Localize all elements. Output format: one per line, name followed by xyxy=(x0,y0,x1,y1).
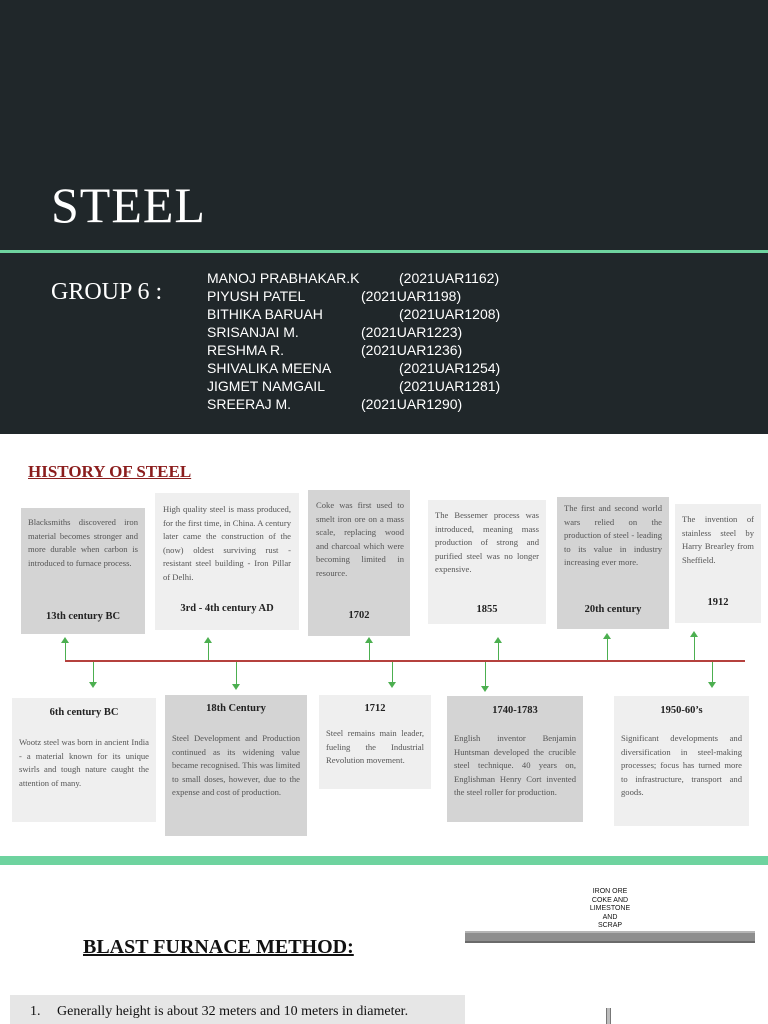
timeline-card-text: Steel remains main leader, fueling the Industrial Revolution movement. xyxy=(326,728,424,766)
title-divider xyxy=(0,250,768,253)
timeline-card xyxy=(21,508,145,634)
member-row xyxy=(207,288,462,304)
point-number: 1. xyxy=(30,1004,41,1019)
furnace-input-line: IRON ORE xyxy=(592,888,628,895)
member-row xyxy=(207,324,463,340)
timeline-arrow xyxy=(712,662,713,682)
timeline-card-text: The invention of stainless steel by Harry Brearley from Sheffield. xyxy=(682,514,754,565)
history-slide xyxy=(0,434,768,858)
timeline-card-text: Blacksmiths discovered iron material becomes stronger and more durable when carbon is introduced to furnace process. xyxy=(28,517,138,568)
timeline-card-text: Significant developments and diversification in steel-making processes; focus has turned more to infrastructure, transport and goods. xyxy=(621,733,742,798)
member-row xyxy=(207,270,500,286)
member-name: SREERAJ M. xyxy=(207,396,292,412)
timeline-card xyxy=(675,504,761,623)
history-heading: HISTORY OF STEEL xyxy=(28,462,192,481)
timeline-card-label: 1712 xyxy=(364,703,386,714)
member-roll-number: (2021UAR1236) xyxy=(361,342,463,358)
member-name: BITHIKA BARUAH xyxy=(207,306,323,322)
timeline-card-label: 6th century BC xyxy=(49,707,119,718)
timeline-card-text: The Bessemer process was introduced, meaning mass production of strong and purified steel was no longer expensive. xyxy=(435,510,539,575)
furnace-input-line: SCRAP xyxy=(597,922,623,929)
furnace-input-line: LIMESTONE xyxy=(589,905,631,912)
member-row xyxy=(207,306,501,322)
timeline-card-text: Coke was first used to smelt iron ore on a mass scale, replacing wood and charcoal which were becoming limited in resource. xyxy=(316,500,404,578)
timeline-card xyxy=(155,493,299,630)
timeline-card-text: English inventor Benjamin Huntsman developed the crucible steel technique. 40 years on, Englishman Henry Cort invented the steel roller for production. xyxy=(454,733,576,798)
arrow-down-icon xyxy=(89,682,97,688)
arrow-down-icon xyxy=(388,682,396,688)
timeline-arrow xyxy=(236,662,237,684)
timeline-arrow xyxy=(369,642,370,660)
timeline-arrow xyxy=(498,642,499,660)
timeline-card xyxy=(319,695,431,789)
timeline-card xyxy=(12,698,156,822)
timeline-card xyxy=(557,497,669,629)
member-roll-number: (2021UAR1290) xyxy=(361,396,463,412)
timeline-arrow xyxy=(93,662,94,682)
timeline-arrow xyxy=(65,642,66,660)
slide-title: STEEL xyxy=(51,177,206,233)
timeline-card-label: 1855 xyxy=(476,604,498,615)
timeline-arrow xyxy=(392,662,393,682)
timeline-card-text: Steel Development and Production continued as its widening value became recognised. This was limited to small doses, however, due to the expense and cost of production. xyxy=(172,733,300,798)
title-slide xyxy=(0,0,768,434)
timeline-card-text: The first and second world wars relied on the production of steel - leading to its value in industry increasing ever more. xyxy=(564,503,662,568)
member-name: SHIVALIKA MEENA xyxy=(207,360,332,376)
timeline-arrow xyxy=(694,636,695,660)
arrow-down-icon xyxy=(481,686,489,692)
arrow-up-icon xyxy=(61,637,69,643)
member-row xyxy=(207,396,463,412)
member-name: SRISANJAI M. xyxy=(207,324,299,340)
furnace-input-line: COKE AND xyxy=(591,896,629,904)
arrow-up-icon xyxy=(365,637,373,643)
member-roll-number: (2021UAR1254) xyxy=(399,360,501,376)
member-name: MANOJ PRABHAKAR.K xyxy=(207,270,360,286)
timeline-card-label: 20th century xyxy=(584,604,642,615)
member-row xyxy=(207,378,501,394)
timeline-card xyxy=(308,490,410,636)
timeline-card-text: High quality steel is mass produced, for the first time, in China. A century later came the construction of the (now) oldest surviving rust - resistant steel building - Iron Pillar of Delhi. xyxy=(163,504,291,582)
timeline-card-label: 1950-60’s xyxy=(660,705,703,716)
point-text: Generally height is about 32 meters and 10 meters in diameter. xyxy=(57,1004,409,1019)
furnace-input-label xyxy=(580,888,640,931)
furnace-diagram-beam xyxy=(465,931,755,943)
timeline-card xyxy=(614,696,749,826)
timeline-card-label: 13th century BC xyxy=(45,611,121,622)
timeline-card xyxy=(428,500,546,624)
group-label: GROUP 6 : xyxy=(51,279,163,305)
member-roll-number: (2021UAR1162) xyxy=(399,270,500,286)
arrow-up-icon xyxy=(603,633,611,639)
member-roll-number: (2021UAR1198) xyxy=(361,288,462,304)
member-roll-number: (2021UAR1208) xyxy=(399,306,501,322)
timeline-arrow xyxy=(607,638,608,660)
timeline-line xyxy=(65,660,745,662)
arrow-down-icon xyxy=(232,684,240,690)
timeline-arrow xyxy=(485,662,486,686)
blast-furnace-heading: BLAST FURNACE METHOD: xyxy=(83,936,354,958)
member-row xyxy=(207,360,501,376)
member-name: JIGMET NAMGAIL xyxy=(207,378,325,394)
furnace-input-line: AND xyxy=(602,913,618,921)
arrow-down-icon xyxy=(708,682,716,688)
arrow-up-icon xyxy=(690,631,698,637)
timeline-card-label: 18th Century xyxy=(206,703,266,714)
arrow-up-icon xyxy=(494,637,502,643)
timeline-card xyxy=(447,696,583,822)
timeline-card-label: 1740-1783 xyxy=(492,705,538,716)
timeline-arrow xyxy=(208,642,209,660)
timeline-card-label: 1702 xyxy=(348,610,370,621)
arrow-up-icon xyxy=(204,637,212,643)
member-roll-number: (2021UAR1281) xyxy=(399,378,501,394)
furnace-diagram-pipe xyxy=(606,1008,611,1024)
member-name: RESHMA R. xyxy=(207,342,285,358)
timeline-card-label: 3rd - 4th century AD xyxy=(180,603,274,614)
timeline-card xyxy=(165,695,307,836)
timeline-card-text: Wootz steel was born in ancient India - a material known for its unique swirls and tough nature caught the attention of many. xyxy=(19,737,149,788)
member-name: PIYUSH PATEL xyxy=(207,288,306,304)
slide-divider xyxy=(0,856,768,865)
member-row xyxy=(207,342,463,358)
member-roll-number: (2021UAR1223) xyxy=(361,324,463,340)
timeline-card-label: 1912 xyxy=(707,597,729,608)
